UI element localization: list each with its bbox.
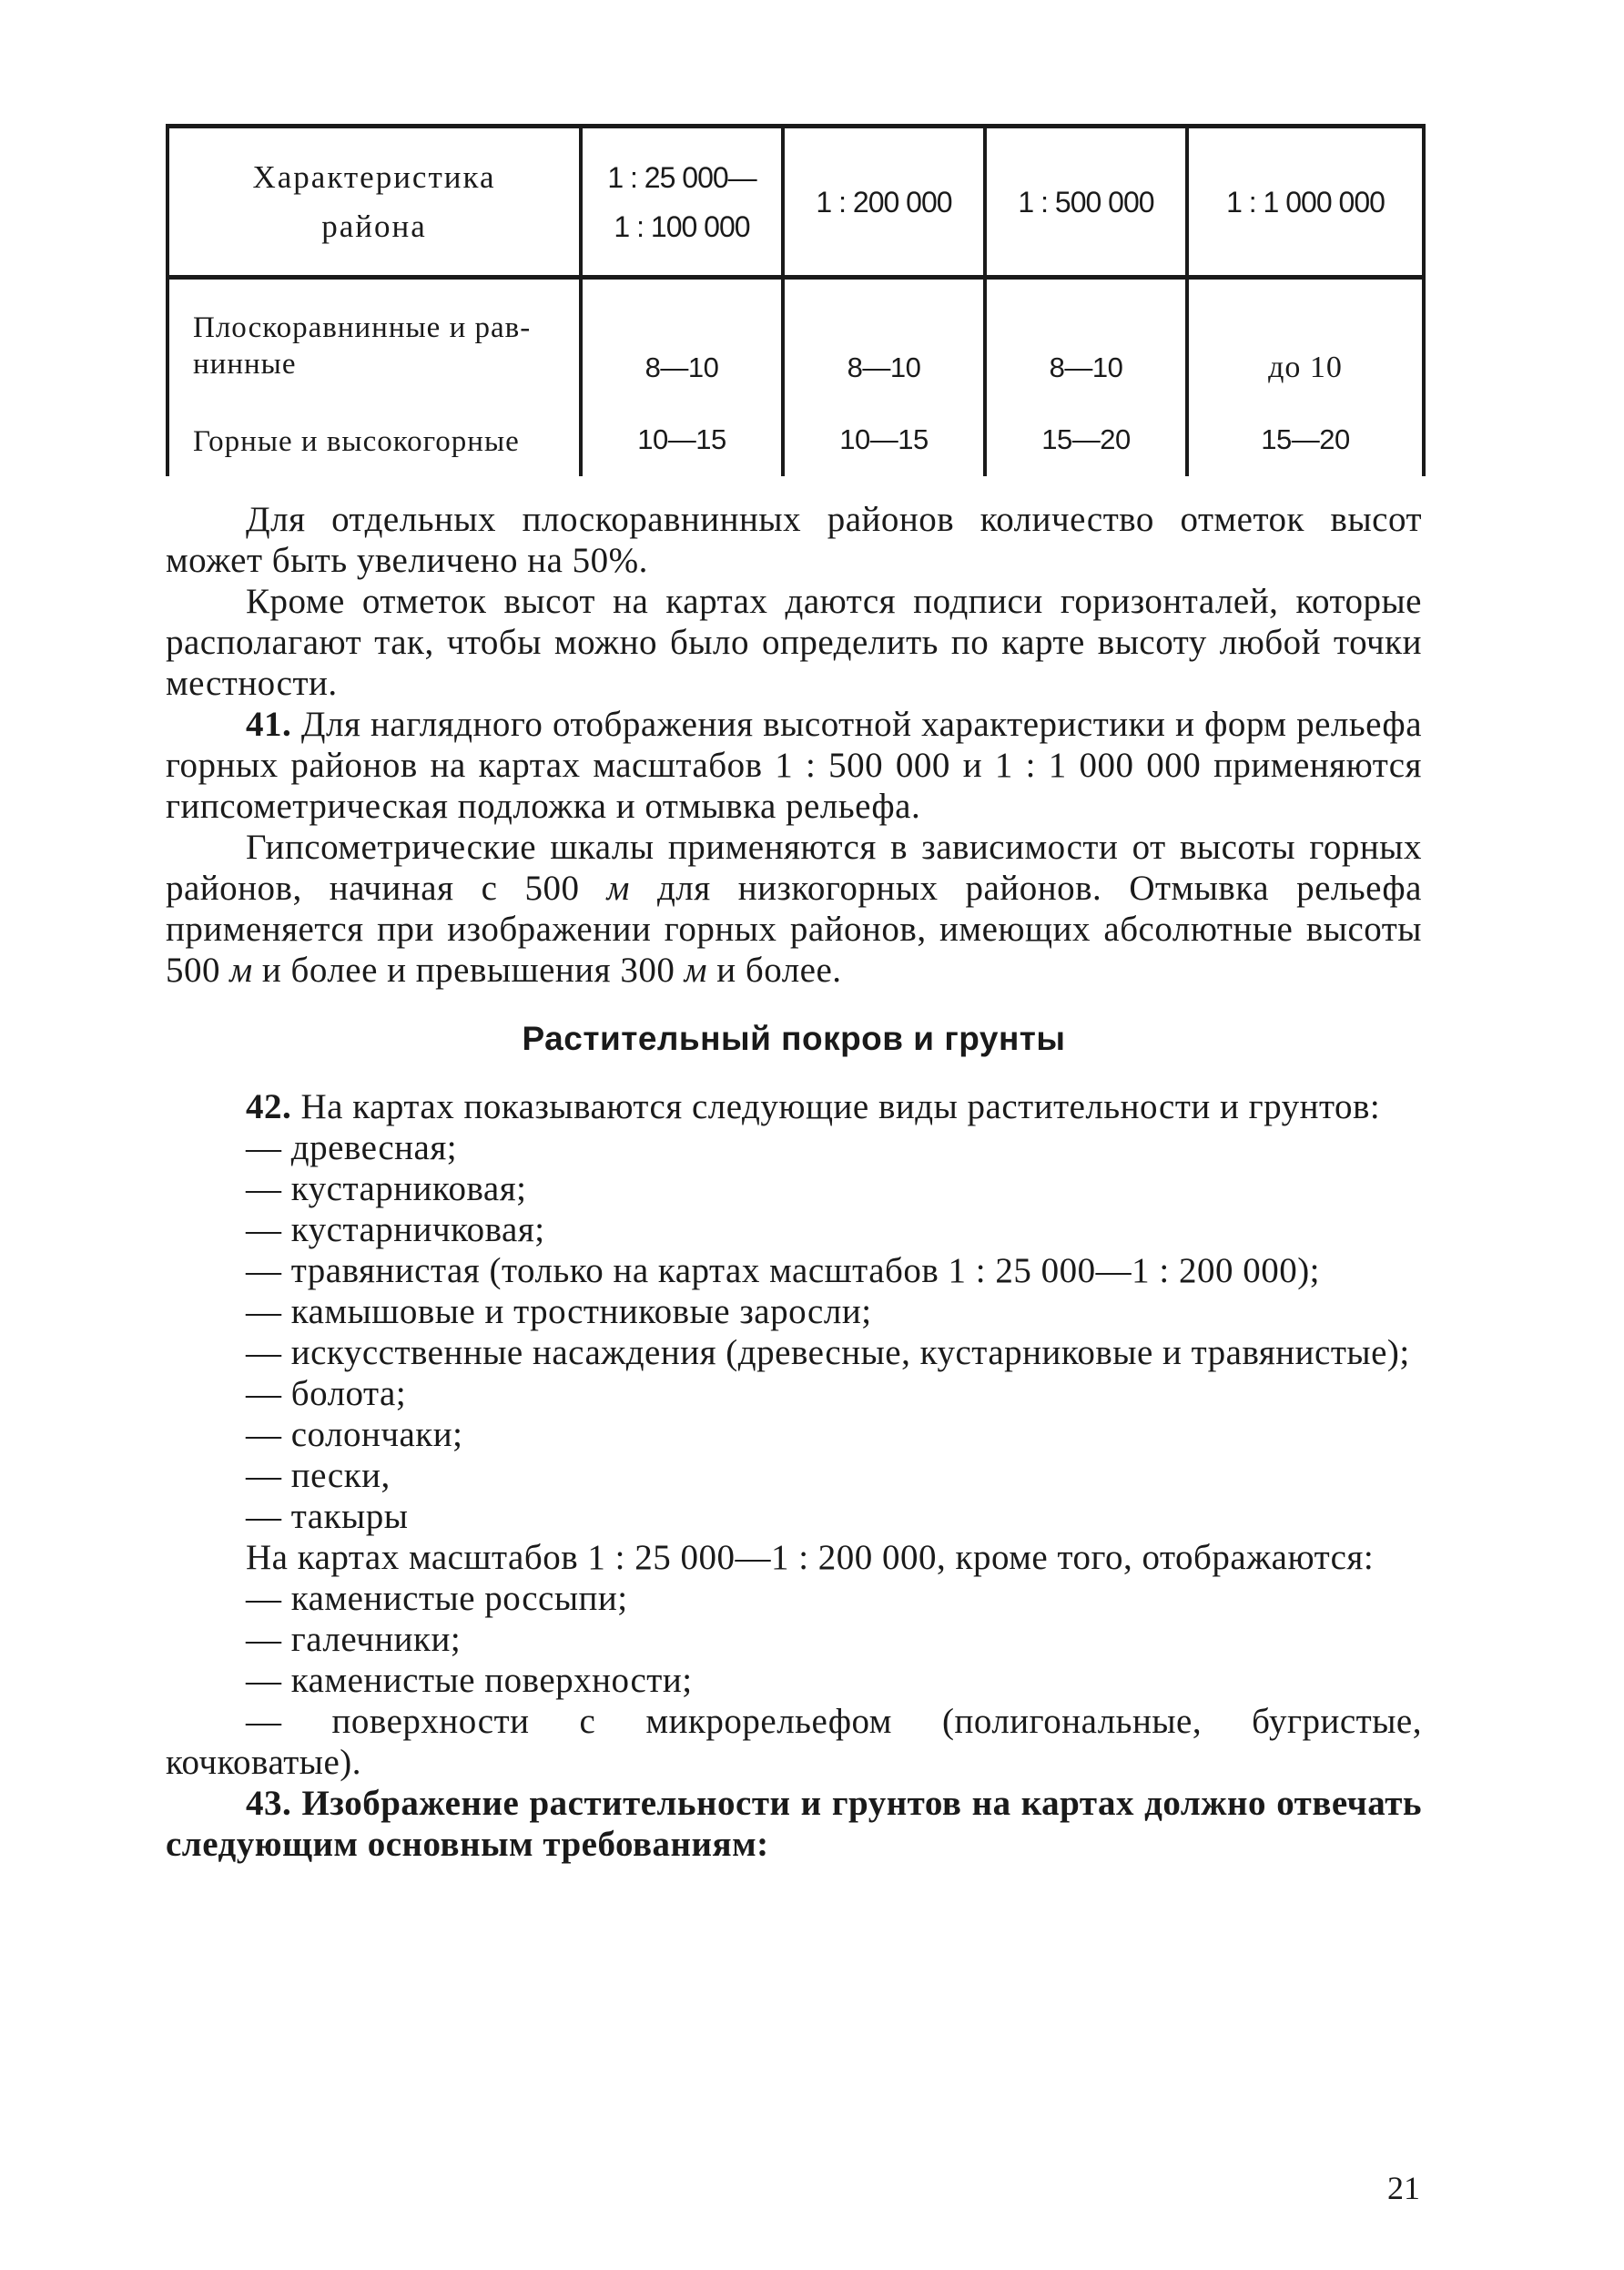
header-scale-500000: 1 : 500 000 [985, 127, 1187, 278]
list-item: — поверхности с микрорельефом (полигональные, бугристые, кочковатые). [166, 1702, 1422, 1782]
list-item: — каменистые поверхности; [246, 1661, 693, 1700]
clause-number: 41. [246, 705, 292, 744]
table-header-row [167, 127, 1424, 278]
paragraph-contour-labels: Кроме отметок высот на картах даются подписи горизонталей, которые располагают так, чтобы можно было определить по карте высоту любой точки местности. [166, 582, 1422, 703]
table-cell: 15—20 [1187, 412, 1424, 476]
table-cell: 8—10 [783, 278, 985, 412]
row-label-mountain: Горные и высокогорные [167, 412, 581, 476]
list-item: — искусственные насаждения (древесные, кустарниковые и травянистые); [246, 1333, 1410, 1372]
paragraph-flat-areas: Для отдельных плоскоравнинных районов количество отметок высот может быть увеличено на 50%. [166, 500, 1422, 580]
header-scale-1000000: 1 : 1 000 000 [1187, 127, 1424, 278]
list-item: — кустарниковая; [246, 1169, 527, 1208]
table-cell: 15—20 [985, 412, 1187, 476]
list-item: — такыры [246, 1497, 409, 1536]
list-item: — солончаки; [246, 1415, 463, 1454]
page-number: 21 [1387, 2170, 1420, 2206]
elevation-marks-table [166, 124, 1426, 476]
header-scale-200000: 1 : 200 000 [783, 127, 985, 278]
paragraph-hypsometric-scales: Гипсометрические шкалы применяются в зависимости от высоты горных районов, начиная с 500 м для низкогорных районов. Отмывка рельефа применяется при изображении горных районов, имеющих абсолютные высоты 500 м и более и превышения 300 м и более. [166, 828, 1422, 990]
paragraph-43: 43. Изображение растительности и грунтов на картах должно отвечать следующим основным требованиям: [166, 1784, 1422, 1864]
vegetation-list [166, 1127, 1422, 1537]
body-text [166, 499, 1422, 1865]
section-title: Растительный покров и грунты [522, 1020, 1066, 1057]
table-row [167, 412, 1424, 476]
table-cell: 10—15 [581, 412, 783, 476]
list-item: — камышовые и тростниковые заросли; [246, 1292, 872, 1331]
clause-number: 43. [246, 1784, 292, 1823]
list-item: — пески, [246, 1456, 391, 1495]
paragraph-41: 41. Для наглядного отображения высотной характеристики и форм рельефа горных районов на картах масштабов 1 : 500 000 и 1 : 1 000 000 применяются гипсометрическая подложка и отмывка рельефа. [166, 705, 1423, 826]
paragraph-42: 42. На картах показываются следующие виды растительности и грунтов: [246, 1087, 1381, 1126]
list-item: — кустарничковая; [246, 1210, 545, 1249]
table-cell: до 10 [1187, 278, 1424, 412]
table-row [167, 278, 1424, 412]
table-cell: 8—10 [985, 278, 1187, 412]
paragraph-additional-scales: На картах масштабов 1 : 25 000—1 : 200 000, кроме того, отображаются: [246, 1538, 1375, 1577]
list-item: — древесная; [246, 1128, 458, 1167]
table-cell: 8—10 [581, 278, 783, 412]
clause-number: 42. [246, 1087, 292, 1126]
header-scale-25000-100000: 1 : 25 000— 1 : 100 000 [581, 127, 783, 278]
list-item: — травянистая (только на картах масштабов 1 : 25 000—1 : 200 000); [246, 1251, 1321, 1290]
row-label-flat: Плоскоравнинные и рав- нинные [167, 278, 581, 412]
table-cell: 10—15 [783, 412, 985, 476]
header-area-characteristic: Характеристика района [167, 127, 581, 278]
list-item: — каменистые россыпи; [246, 1579, 628, 1618]
list-item: — болота; [246, 1374, 407, 1413]
list-item: — галечники; [246, 1620, 462, 1659]
ground-list [166, 1578, 1422, 1783]
